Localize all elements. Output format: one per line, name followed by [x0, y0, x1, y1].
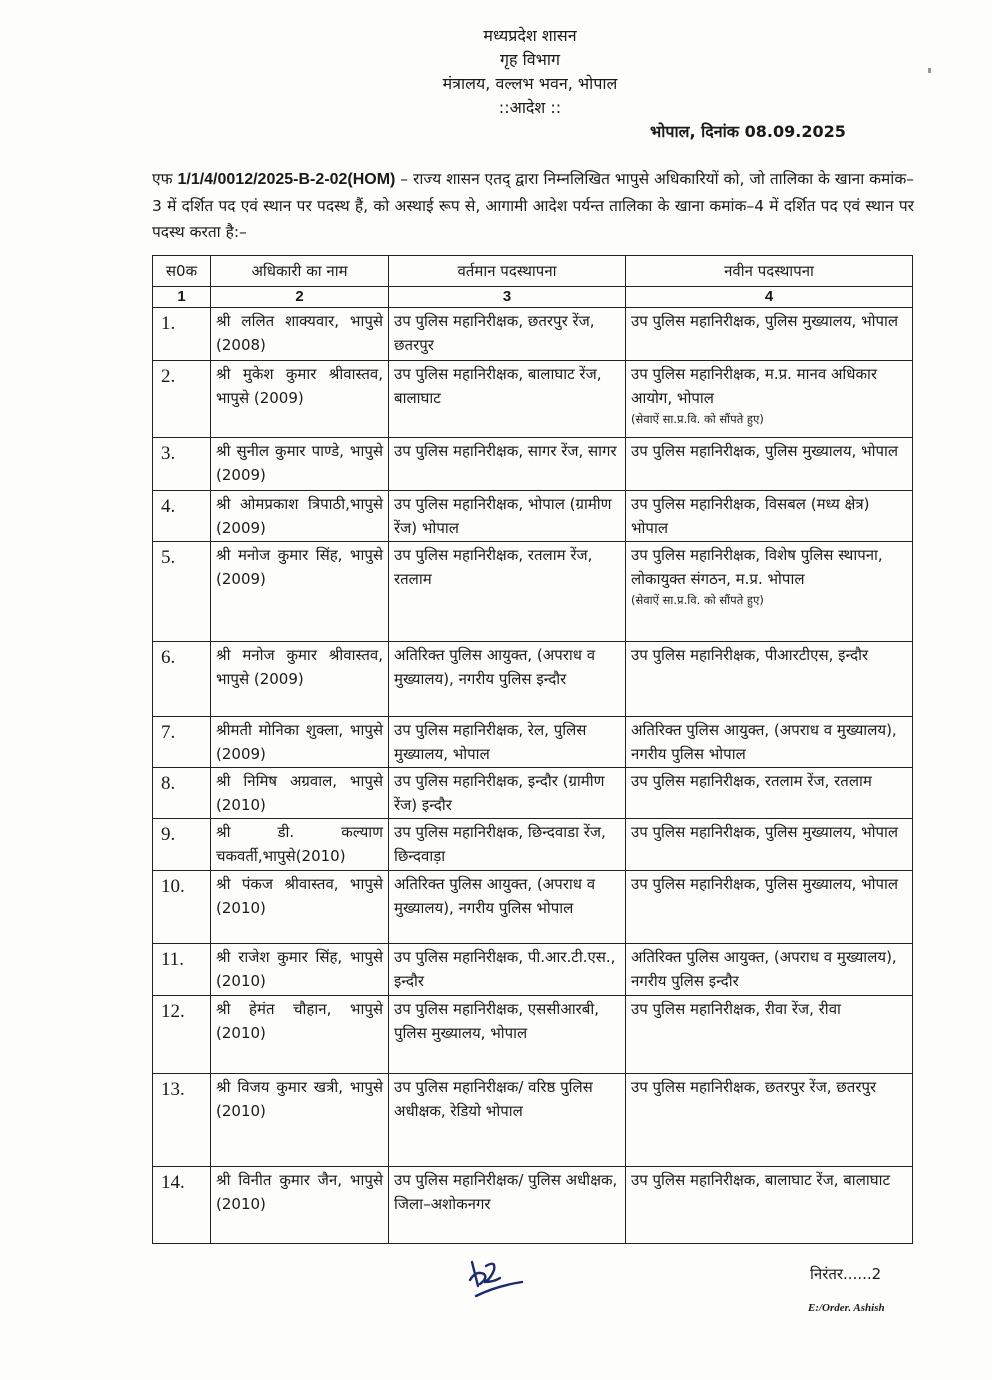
officer-name	[211, 361, 389, 438]
signature	[466, 1256, 530, 1304]
officer-name-text: श्री पंकज श्रीवास्तव, भापुसे (2010)	[216, 875, 383, 917]
current-posting	[389, 361, 626, 438]
posting-note: (सेवाऐं सा.प्र.वि. को सौंपते हुए)	[631, 412, 764, 426]
officer-name	[211, 1074, 389, 1167]
new-posting	[626, 1167, 913, 1244]
transfer-table	[152, 255, 913, 1244]
officer-name	[211, 542, 389, 642]
officer-name	[211, 768, 389, 819]
serial-number-text: 5.	[161, 547, 176, 568]
table-row	[153, 361, 913, 438]
current-posting-text: उप पुलिस महानिरीक्षक, रेल, पुलिस मुख्यालय, भोपाल	[394, 721, 587, 763]
new-posting-text: उप पुलिस महानिरीक्षक, विशेष पुलिस स्थापना, लोकायुक्त संगठन, म.प्र. भोपाल	[631, 546, 883, 588]
serial-number	[153, 768, 211, 819]
letterhead	[380, 24, 680, 120]
officer-name-text: श्री राजेश कुमार सिंह, भापुसे (2010)	[216, 948, 383, 990]
officer-name-text: श्री विनीत कुमार जैन, भापुसे (2010)	[216, 1171, 383, 1213]
serial-number-text: 7.	[161, 722, 176, 743]
officer-name-text: श्री ओमप्रकाश त्रिपाठी,भापुसे (2009)	[216, 495, 383, 537]
new-posting	[626, 768, 913, 819]
serial-number-text: 13.	[161, 1079, 185, 1100]
new-posting-text: उप पुलिस महानिरीक्षक, पुलिस मुख्यालय, भोपाल	[631, 442, 899, 460]
current-posting	[389, 542, 626, 642]
new-posting	[626, 438, 913, 491]
order-heading: ::आदेश ::	[498, 98, 562, 117]
current-posting-text: अतिरिक्त पुलिस आयुक्त, (अपराध व मुख्यालय), नगरीय पुलिस इन्दौर	[394, 646, 596, 688]
col-header-current-posting: वर्तमान पदस्थापना	[389, 256, 626, 287]
officer-name	[211, 308, 389, 361]
current-posting	[389, 438, 626, 491]
order-paragraph	[152, 166, 914, 245]
officer-name-text: श्री डी. कल्याण चकवर्ती,भापुसे(2010)	[216, 823, 383, 865]
new-posting-text: अतिरिक्त पुलिस आयुक्त, (अपराध व मुख्यालय), नगरीय पुलिस इन्दौर	[631, 948, 897, 990]
current-posting	[389, 491, 626, 542]
new-posting-text: उप पुलिस महानिरीक्षक, पुलिस मुख्यालय, भोपाल	[631, 875, 899, 893]
file-number: 1/1/4/0012/2025-B-2-02(HOM)	[177, 171, 396, 188]
serial-number-text: 1.	[161, 313, 176, 334]
table-row	[153, 768, 913, 819]
col-header-new-posting: नवीन पदस्थापना	[626, 256, 913, 287]
scan-speck	[928, 68, 931, 73]
officer-name-text: श्री सुनील कुमार पाण्डे, भापुसे (2009)	[216, 442, 383, 484]
officer-name-text: श्री मनोज कुमार श्रीवास्तव, भापुसे (2009)	[216, 646, 383, 688]
serial-number	[153, 308, 211, 361]
continued-marker: निरंतर......2	[810, 1265, 882, 1283]
table-row	[153, 1074, 913, 1167]
officer-name-text: श्री विजय कुमार खत्री, भापुसे (2010)	[216, 1078, 383, 1120]
officer-name	[211, 642, 389, 717]
current-posting	[389, 642, 626, 717]
serial-number	[153, 996, 211, 1074]
file-reference: E:/Order. Ashish	[808, 1302, 885, 1314]
new-posting-text: उप पुलिस महानिरीक्षक, रतलाम रेंज, रतलाम	[631, 772, 872, 790]
current-posting-text: उप पुलिस महानिरीक्षक, छतरपुर रेंज, छतरपुर	[394, 312, 595, 354]
posting-note: (सेवाऐं सा.प्र.वि. को सौंपते हुए)	[631, 593, 764, 607]
officer-name-text: श्री मुकेश कुमार श्रीवास्तव, भापुसे (2009)	[216, 365, 383, 407]
col-number: 3	[389, 287, 626, 308]
new-posting	[626, 717, 913, 768]
serial-number	[153, 438, 211, 491]
department-name: गृह विभाग	[499, 50, 561, 69]
new-posting	[626, 308, 913, 361]
current-posting	[389, 1167, 626, 1244]
table-row	[153, 491, 913, 542]
new-posting-text: अतिरिक्त पुलिस आयुक्त, (अपराध व मुख्यालय), नगरीय पुलिस भोपाल	[631, 721, 897, 763]
serial-number	[153, 1167, 211, 1244]
serial-number-text: 10.	[161, 876, 185, 897]
table-header-row	[153, 256, 913, 287]
serial-number	[153, 819, 211, 871]
new-posting	[626, 871, 913, 944]
new-posting-text: उप पुलिस महानिरीक्षक, रीवा रेंज, रीवा	[631, 1000, 841, 1018]
serial-number-text: 8.	[161, 773, 176, 794]
current-posting	[389, 768, 626, 819]
current-posting	[389, 1074, 626, 1167]
officer-name-text: श्री ललित शाक्यवार, भापुसे (2008)	[216, 312, 383, 354]
serial-number-text: 14.	[161, 1172, 185, 1193]
order-body: – राज्य शासन एतद् द्वारा निम्नलिखित भापुसे अधिकारियों को, जो तालिका के खाना कमांक–3 में दर्शित पद एवं स्थान पर पदस्थ हैं, को अस्थाई रूप से, आगामी आदेश पर्यन्त तालिका के खाना कमांक–4 में दर्शित पद एवं स्थान पर पदस्थ करता है:–	[152, 170, 914, 241]
officer-name-text: श्री हेमंत चौहान, भापुसे (2010)	[216, 1000, 383, 1042]
new-posting-text: उप पुलिस महानिरीक्षक, विसबल (मध्य क्षेत्र) भोपाल	[631, 495, 870, 537]
officer-name	[211, 717, 389, 768]
current-posting-text: अतिरिक्त पुलिस आयुक्त, (अपराध व मुख्यालय), नगरीय पुलिस भोपाल	[394, 875, 596, 917]
current-posting	[389, 819, 626, 871]
current-posting-text: उप पुलिस महानिरीक्षक, रतलाम रेंज, रतलाम	[394, 546, 593, 588]
current-posting-text: उप पुलिस महानिरीक्षक, पी.आर.टी.एस., इन्दौर	[394, 948, 616, 990]
current-posting	[389, 871, 626, 944]
serial-number	[153, 1074, 211, 1167]
current-posting	[389, 944, 626, 996]
order-date: भोपाल, दिनांक 08.09.2025	[650, 122, 846, 141]
column-number-row	[153, 287, 913, 308]
office-address: मंत्रालय, वल्लभ भवन, भोपाल	[442, 74, 618, 93]
officer-name-text: श्री मनोज कुमार सिंह, भापुसे (2009)	[216, 546, 383, 588]
serial-number-text: 3.	[161, 443, 176, 464]
current-posting	[389, 717, 626, 768]
serial-number-text: 6.	[161, 647, 176, 668]
col-number: 2	[211, 287, 389, 308]
current-posting-text: उप पुलिस महानिरीक्षक, सागर रेंज, सागर	[394, 442, 617, 460]
new-posting	[626, 642, 913, 717]
col-number: 1	[153, 287, 211, 308]
serial-number	[153, 361, 211, 438]
officer-name	[211, 996, 389, 1074]
officer-name	[211, 944, 389, 996]
new-posting-text: उप पुलिस महानिरीक्षक, पुलिस मुख्यालय, भोपाल	[631, 823, 899, 841]
new-posting-text: उप पुलिस महानिरीक्षक, छतरपुर रेंज, छतरपुर	[631, 1078, 877, 1096]
serial-number-text: 4.	[161, 496, 176, 517]
current-posting-text: उप पुलिस महानिरीक्षक, भोपाल (ग्रामीण रेंज) भोपाल	[394, 495, 612, 537]
current-posting-text: उप पुलिस महानिरीक्षक, एससीआरबी, पुलिस मुख्यालय, भोपाल	[394, 1000, 599, 1042]
current-posting	[389, 996, 626, 1074]
officer-name	[211, 491, 389, 542]
new-posting	[626, 819, 913, 871]
serial-number	[153, 717, 211, 768]
serial-number-text: 9.	[161, 824, 176, 845]
table-row	[153, 819, 913, 871]
table-row	[153, 438, 913, 491]
table-row	[153, 871, 913, 944]
new-posting	[626, 361, 913, 438]
table-row	[153, 642, 913, 717]
file-prefix: एफ	[152, 170, 173, 188]
serial-number-text: 11.	[161, 949, 185, 970]
current-posting-text: उप पुलिस महानिरीक्षक/ पुलिस अधीक्षक, जिला–अशोकनगर	[394, 1171, 618, 1213]
new-posting	[626, 944, 913, 996]
new-posting-text: उप पुलिस महानिरीक्षक, बालाघाट रेंज, बालाघाट	[631, 1171, 891, 1189]
current-posting-text: उप पुलिस महानिरीक्षक, बालाघाट रेंज, बालाघाट	[394, 365, 602, 407]
new-posting	[626, 491, 913, 542]
officer-name	[211, 819, 389, 871]
new-posting	[626, 542, 913, 642]
officer-name-text: श्रीमती मोनिका शुक्ला, भापुसे (2009)	[216, 721, 383, 763]
serial-number	[153, 491, 211, 542]
serial-number-text: 2.	[161, 366, 176, 387]
col-header-sno: स0क	[153, 256, 211, 287]
table-row	[153, 1167, 913, 1244]
new-posting-text: उप पुलिस महानिरीक्षक, म.प्र. मानव अधिकार आयोग, भोपाल	[631, 365, 878, 407]
current-posting-text: उप पुलिस महानिरीक्षक, छिन्दवाडा रेंज, छिन्दवाड़ा	[394, 823, 606, 865]
table-row	[153, 542, 913, 642]
new-posting	[626, 1074, 913, 1167]
government-name: मध्यप्रदेश शासन	[483, 26, 577, 45]
current-posting	[389, 308, 626, 361]
serial-number	[153, 642, 211, 717]
table-body	[153, 308, 913, 1244]
officer-name	[211, 871, 389, 944]
officer-name-text: श्री निमिष अग्रवाल, भापुसे (2010)	[216, 772, 383, 814]
new-posting-text: उप पुलिस महानिरीक्षक, पुलिस मुख्यालय, भोपाल	[631, 312, 899, 330]
table-row	[153, 996, 913, 1074]
officer-name	[211, 438, 389, 491]
table-row	[153, 717, 913, 768]
current-posting-text: उप पुलिस महानिरीक्षक, इन्दौर (ग्रामीण रेंज) इन्दौर	[394, 772, 605, 814]
officer-name	[211, 1167, 389, 1244]
current-posting-text: उप पुलिस महानिरीक्षक/ वरिष्ठ पुलिस अधीक्षक, रेडियो भोपाल	[394, 1078, 593, 1120]
serial-number-text: 12.	[161, 1001, 185, 1022]
table-row	[153, 944, 913, 996]
serial-number	[153, 542, 211, 642]
new-posting-text: उप पुलिस महानिरीक्षक, पीआरटीएस, इन्दौर	[631, 646, 869, 664]
table-row	[153, 308, 913, 361]
new-posting	[626, 996, 913, 1074]
serial-number	[153, 871, 211, 944]
serial-number	[153, 944, 211, 996]
col-number: 4	[626, 287, 913, 308]
col-header-name: अधिकारी का नाम	[211, 256, 389, 287]
